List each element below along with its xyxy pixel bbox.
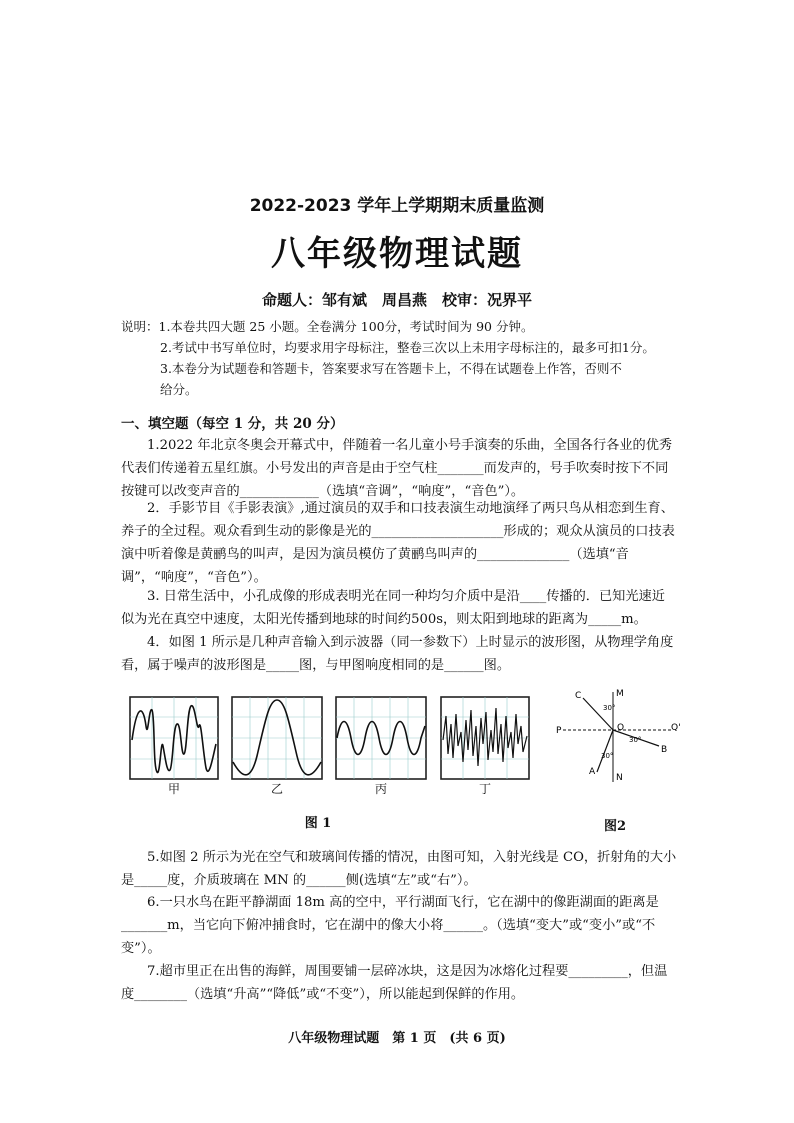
section-heading: 一、填空题（每空 1 分，共 20 分） <box>121 416 344 432</box>
note-line-1: 说明：1.本卷共四大题 25 小题。全卷满分 100分，考试时间为 90 分钟。 <box>121 319 534 334</box>
note-line-4: 给分。 <box>160 382 198 397</box>
ray-oa <box>597 730 613 772</box>
exam-authors: 命题人：邹有斌 周昌燕 校审：况界平 <box>261 291 532 309</box>
waveform-yi <box>231 696 323 780</box>
figure1-label-jia: 甲 <box>167 782 180 796</box>
question-7: 7.超市里正在出售的海鲜，周围要铺一层碎冰块，这是因为冰熔化过程要_________，但温度________（选填“升高”“降低”或“不变”），所以能起到保鲜的作用。 <box>121 964 668 1002</box>
question-1: 1.2022 年北京冬奥会开幕式中，伴随着一名儿童小号手演奏的乐曲，全国各行各业的优秀代表们传递着五星红旗。小号发出的声音是由于空气柱_______而发声的，号手吹奏时按下不同按键可以改变声音的____________（选填“音调”，“响度”，“音色”）。 <box>121 438 673 499</box>
exam-subtitle: 2022-2023 学年上学期期末质量监测 <box>249 196 545 216</box>
angle-label-3: 30° <box>601 752 614 760</box>
point-m-label: M <box>616 689 624 699</box>
point-n-label: N <box>616 773 623 783</box>
refraction-diagram <box>553 686 683 786</box>
figure1-label-ding: 丁 <box>478 782 491 796</box>
question-3: 3. 日常生活中，小孔成像的形成表明光在同一种均匀介质中是沿____传播的．已知光速近似为光在真空中速度，太阳光传播到地球的时间约500s，则太阳到地球的距离为_____m。 <box>121 589 665 627</box>
waveform-ding <box>440 696 530 780</box>
figure2-caption: 图2 <box>603 819 627 834</box>
point-o-label: O <box>617 723 625 733</box>
question-4: 4．如图 1 所示是几种声音输入到示波器（同一参数下）上时显示的波形图，从物理学角度看，属于噪声的波形图是_____图，与甲图响度相同的是______图。 <box>121 635 674 673</box>
waveform-jia <box>129 696 219 780</box>
question-6: 6.一只水鸟在距平静湖面 18m 高的空中，平行湖面飞行，它在湖中的像距湖面的距离是_______m，当它向下俯冲捕食时，它在湖中的像大小将______。（选填“变大”或“变小”或“不变”）。 <box>121 895 659 956</box>
page-footer: 八年级物理试题 第 1 页 (共 6 页) <box>288 1031 506 1046</box>
ray-co <box>583 698 616 730</box>
exam-title: 八年级物理试题 <box>271 234 523 274</box>
question-2: 2．手影节目《手影表演》,通过演员的双手和口技表演生动地演绎了两只鸟从相恋到生育、养子的全过程。观众看到生动的影像是光的____________________形成的；观众从演员的口技表演中听着像是黄鹂鸟的叫声，是因为演员模仿了黄鹂鸟叫声的______________（选填“音调”，“响度”，“音色”）。 <box>121 501 675 585</box>
point-c-label: C <box>575 691 582 701</box>
point-q-label: Q' <box>671 723 681 733</box>
figure1-caption: 图 1 <box>304 816 332 831</box>
note-line-2: 2.考试中书写单位时，均要求用字母标注，整卷三次以上未用字母标注的，最多可扣1分。 <box>160 340 655 355</box>
point-p-label: P <box>556 726 562 736</box>
question-5: 5.如图 2 所示为光在空气和玻璃间传播的情况，由图可知，入射光线是 CO，折射角的大小是_____度，介质玻璃在 MN 的______侧(选填“左”或“右”）。 <box>121 850 677 888</box>
angle-label-1: 30° <box>603 704 616 712</box>
angle-label-2: 30° <box>629 736 642 744</box>
note-line-3: 3.本卷分为试题卷和答题卡，答案要求写在答题卡上，不得在试题卷上作答，否则不 <box>160 361 622 376</box>
point-a-label: A <box>589 767 596 777</box>
waveform-bing <box>335 696 427 780</box>
point-b-label: B <box>661 745 668 755</box>
figure1-label-yi: 乙 <box>270 782 283 796</box>
figure1-label-bing: 丙 <box>374 782 387 796</box>
